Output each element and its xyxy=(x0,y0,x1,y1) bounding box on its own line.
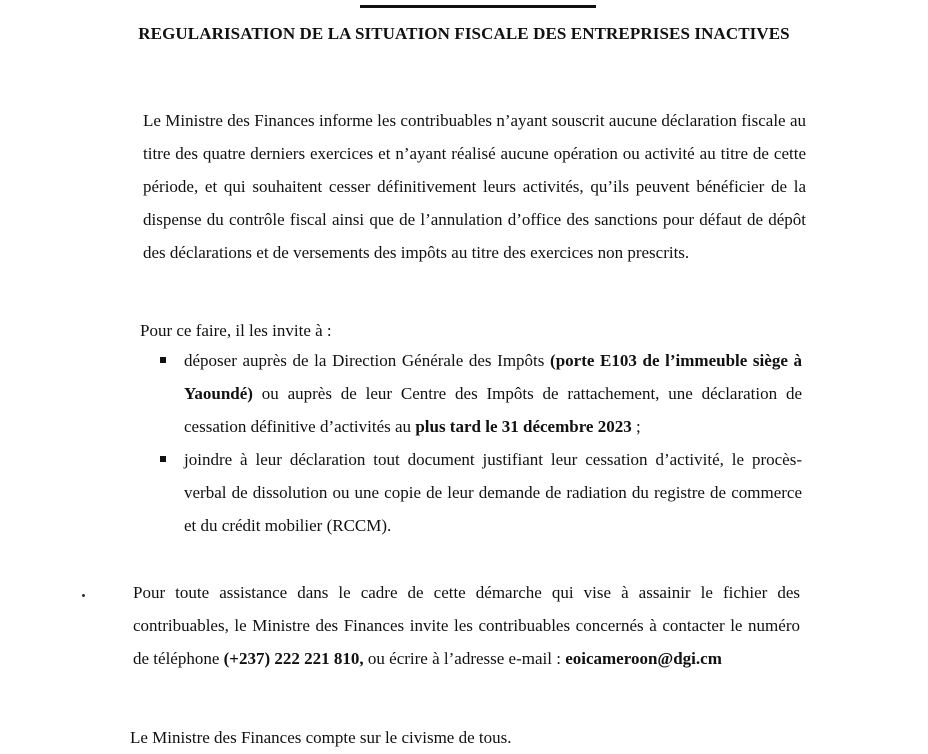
page-title: REGULARISATION DE LA SITUATION FISCALE DES ENTREPRISES INACTIVES xyxy=(138,24,790,43)
intro-paragraph: Le Ministre des Finances informe les contribuables n’ayant souscrit aucune déclaration fiscale au titre des quatre derniers exercices et n’ayant réalisé aucune opération ou activité au titre de cette période, et qui souhaitent cesser définitivement leurs activités, qu’ils peuvent bénéficier de la dispense du contrôle fiscal ainsi que de l’annulation d’office des sanctions pour défaut de dépôt des déclarations et de versements des impôts au titre des exercices non prescrits. xyxy=(143,111,806,262)
requirements-list xyxy=(160,344,802,542)
header-underline xyxy=(360,0,596,8)
invitation-paragraph: Pour ce faire, il les invite à : xyxy=(140,321,332,340)
bullet-text: ; xyxy=(631,417,641,436)
office-location: (porte E103 de l’immeuble siège à Yaoundé) xyxy=(184,351,802,403)
closing-paragraph: Le Ministre des Finances compte sur le civisme de tous. xyxy=(130,728,512,747)
phone-number: (+237) 222 221 810, xyxy=(223,649,364,668)
assistance-paragraph xyxy=(133,576,800,675)
assistance-text: Pour toute assistance dans le cadre de cette démarche qui vise à assainir le fichier des contribuables, le Ministre des Finances invite les contribuables concernés à contacter le numéro de téléphone xyxy=(133,583,800,668)
bullet-text: déposer auprès de la Direction Générale des Impôts xyxy=(184,351,551,370)
square-bullet-icon xyxy=(160,357,166,363)
email-address[interactable]: eoicameroon@dgi.cm xyxy=(565,649,722,668)
bullet-text: joindre à leur déclaration tout document justifiant leur cessation d’activité, le procès-verbal de dissolution ou une copie de leur demande de radiation du registre de commerce et du crédit mobilier (RCCM). xyxy=(184,450,802,535)
list-item xyxy=(160,344,802,443)
deadline: plus tard le 31 décembre 2023 xyxy=(415,417,632,436)
assistance-text: ou écrire à l’adresse e-mail : xyxy=(363,649,566,668)
square-bullet-icon xyxy=(160,456,166,462)
stray-mark xyxy=(82,594,85,597)
bullet-text: ou auprès de leur Centre des Impôts de rattachement, une déclaration de cessation définitive d’activités au xyxy=(184,384,802,436)
list-item xyxy=(160,443,802,542)
